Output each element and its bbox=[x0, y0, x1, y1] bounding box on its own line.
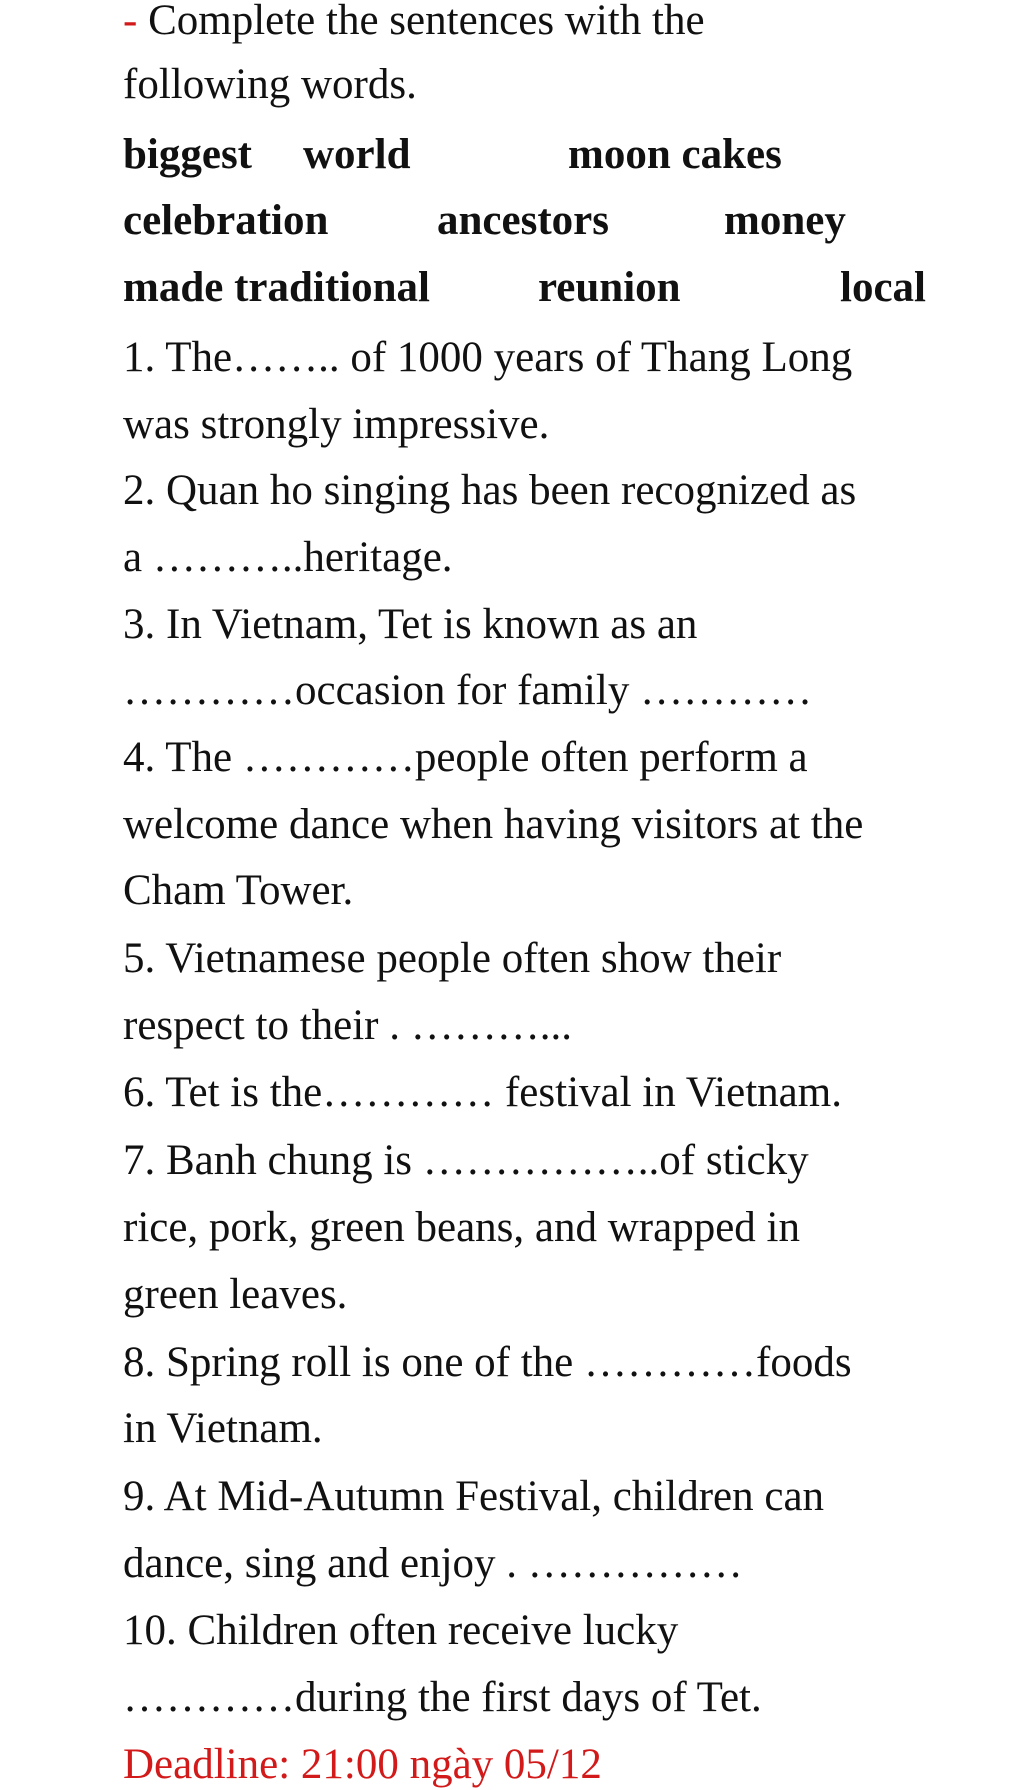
sentence-10-line-1: 10. Children often receive lucky bbox=[123, 1607, 679, 1654]
sentence-5-line-1: 5. Vietnamese people often show their bbox=[123, 935, 782, 982]
sentence-2-line-2: a ………..heritage. bbox=[123, 534, 453, 581]
instruction-line-cont: following words. bbox=[123, 61, 417, 108]
sentence-3-line-2: …………occasion for family ………… bbox=[123, 667, 813, 714]
word-bank-item: local bbox=[840, 264, 926, 311]
word-bank-item: reunion bbox=[538, 264, 681, 311]
instruction-text: Complete the sentences with the bbox=[137, 0, 705, 44]
word-bank-row-3 bbox=[0, 263, 1024, 313]
sentence-1-line-1: 1. The…….. of 1000 years of Thang Long bbox=[123, 334, 853, 381]
instruction-dash: - bbox=[123, 0, 138, 44]
sentence-4-line-3: Cham Tower. bbox=[123, 867, 354, 914]
word-bank-item: money bbox=[724, 197, 846, 244]
sentence-4-line-1: 4. The …………people often perform a bbox=[123, 734, 808, 781]
sentence-5-line-2: respect to their . ………... bbox=[123, 1002, 573, 1049]
sentence-9-line-1: 9. At Mid-Autumn Festival, children can bbox=[123, 1473, 825, 1520]
sentence-8-line-2: in Vietnam. bbox=[123, 1405, 323, 1452]
word-bank-row-1 bbox=[0, 130, 1024, 180]
word-bank-row-2 bbox=[0, 196, 1024, 246]
sentence-10-line-2: …………during the first days of Tet. bbox=[123, 1674, 762, 1721]
word-bank-item: biggest bbox=[123, 131, 252, 178]
footer-partial-text: Deadline: 21:00 ngày 05/12 bbox=[123, 1741, 602, 1788]
word-bank-item: moon cakes bbox=[568, 131, 782, 178]
word-bank-item: celebration bbox=[123, 197, 329, 244]
instruction-line bbox=[123, 0, 705, 46]
sentence-9-line-2: dance, sing and enjoy . …………… bbox=[123, 1540, 743, 1587]
sentence-2-line-1: 2. Quan ho singing has been recognized as bbox=[123, 467, 857, 514]
sentence-1-line-2: was strongly impressive. bbox=[123, 401, 550, 448]
sentence-7-line-3: green leaves. bbox=[123, 1271, 348, 1318]
sentence-3-line-1: 3. In Vietnam, Tet is known as an bbox=[123, 601, 698, 648]
sentence-6-line-1: 6. Tet is the………… festival in Vietnam. bbox=[123, 1069, 842, 1116]
sentence-8-line-1: 8. Spring roll is one of the …………foods bbox=[123, 1339, 852, 1386]
word-bank-item: world bbox=[303, 131, 411, 178]
sentence-7-line-2: rice, pork, green beans, and wrapped in bbox=[123, 1204, 800, 1251]
sentence-4-line-2: welcome dance when having visitors at the bbox=[123, 801, 864, 848]
sentence-7-line-1: 7. Banh chung is ……………..of sticky bbox=[123, 1137, 809, 1184]
word-bank-item: ancestors bbox=[437, 197, 609, 244]
word-bank-item: made traditional bbox=[123, 264, 430, 311]
